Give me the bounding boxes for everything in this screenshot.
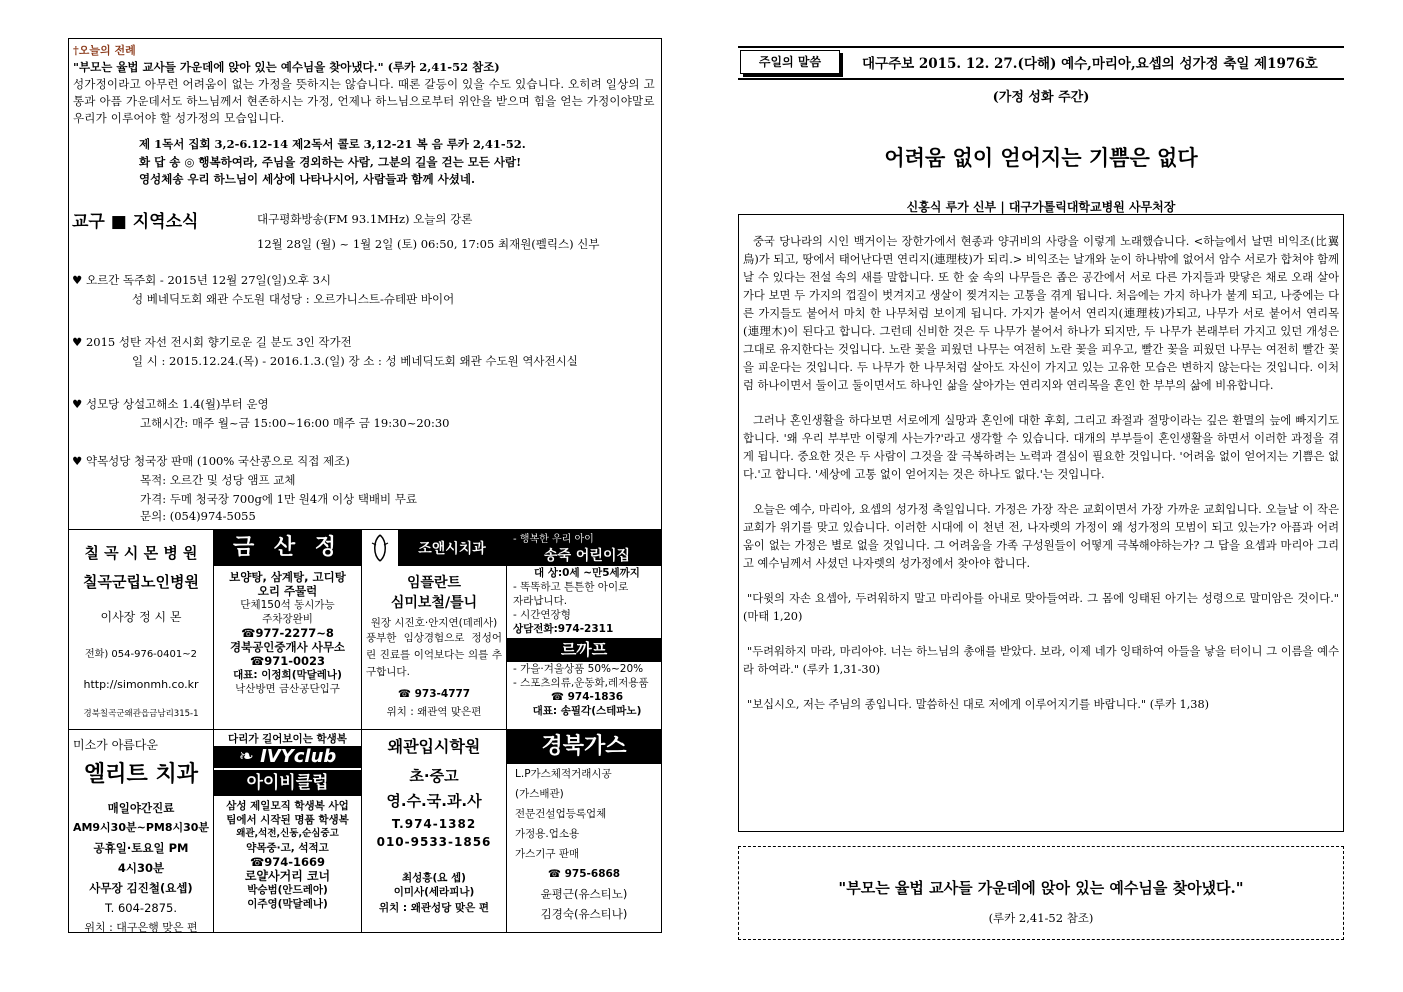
news-item-line: 고해시간: 매주 월~금 15:00~16:00 매주 금 19:30~20:30 [140,416,450,430]
ad-line: 약목중·고, 석적고 [246,842,329,854]
news-item-head: ♥ 약목성당 청국장 판매 (100% 국산콩으로 직접 제조) [72,454,350,468]
ad-waegwan-academy [362,730,507,933]
ad-line: - 시간연장형 [513,609,571,621]
ad-line: - 행복한 우리 아이 [513,534,594,545]
ad-line: 보양탕, 삼계탕, 고디탕 [229,570,346,584]
ad-line: 미소가 아름다운 [73,738,158,752]
ad-line: 김경숙(유스티나) [540,907,628,921]
ad-line: 초·중고 [409,767,459,785]
ad-phone: ☎ 974-1836 [550,691,624,703]
ad-line: 삼성 제일모직 학생복 사업 [226,800,349,812]
closing-quote-ref: (루카 2,41-52 참조) [988,911,1094,925]
ad-phone: ☎ 973-4777 [397,688,471,700]
ad-title: 경북가스 [507,730,661,764]
ad-header [362,530,506,566]
ad-line: 경북공인중개사 사무소 [229,640,346,654]
ad-line: 대 상:0세 ~만5세까지 [534,567,640,579]
ad-line: 윤평근(유스티노) [540,887,628,901]
ad-line: 이미사(세라피나) [393,886,475,898]
ad-simon-hospital [69,530,214,730]
ad-line: 심미보철/틀니 [390,595,478,611]
ad-line: 가정용.업소용 [515,828,580,840]
ad-phone: 010-9533-1856 [376,835,492,849]
reading-line: 영성체송 우리 하느님이 세상에 나타나시어, 사람들과 함께 사셨네. [139,172,475,186]
news-item-line: 문의: (054)974-5055 [140,509,256,523]
sermon-scripture: "보십시오, 저는 주님의 종입니다. 말씀하신 대로 저에게 이루어지기를 바랍니다." (루카 1,38) [747,698,1210,711]
ad-line: 사무장 김진철(요셉) [89,881,193,895]
todays-liturgy [69,39,661,192]
ad-phone: ☎977-2277~8 [241,626,334,640]
ad-phone: 전화) 054-976-0401~2 [85,649,197,660]
ad-phone: ☎971-0023 [249,654,326,668]
news-title: 교구 ■ 지역소식 [72,212,199,232]
sermon-paragraph: 그러나 혼인생활을 하다보면 서로에게 실망과 혼인에 대한 후회, 그리고 좌절과 절망이라는 깊은 환멸의 늪에 빠지기도 합니다. '왜 우리 부부만 이렇게 사는가?'라고 생각할 수 있습니다. 대개의 부부들이 혼인생활을 하면서 이러한 과정을 겪게 됩니다. 중요한 것은 두 사람이 그것을 잘 극복하려는 노력과 결심이 필요한 것입니다. '어려움 없이 얻어지는 기쁨은 없다.'고 합니다. '세상에 고통 없이 얻어지는 것은 하나도 없다.'는 것입니다. [743,414,1339,481]
sermon-scripture: "두려워하지 마라, 마리아야. 너는 하느님의 총애를 받았다. 보라, 이제 네가 잉태하여 아들을 낳을 터이니 그 이름을 예수라 하여라." (루카 1,31-30) [743,645,1339,676]
closing-quote: "부모는 율법 교사들 가운데에 앉아 있는 예수님을 찾아냈다." [838,879,1244,897]
radio-line: 대구평화방송(FM 93.1MHz) 오늘의 강론 [257,212,473,226]
ad-address: 위치 : 왜관성당 맞은 편 [378,902,490,914]
left-page [68,38,662,933]
ad-phone: ☎ 975-6868 [547,868,621,880]
ad-address: 낙산방면 금산공단입구 [235,683,340,695]
ad-line: (가스배관) [515,788,564,800]
ad-line: 전문건설업등록업체 [515,808,607,820]
ad-title: 르까프 [507,638,661,662]
ad-title: 아이비클럽 [214,770,361,796]
reading-line: 화 답 송 ◎ 행복하여라, 주님을 경외하는 사람, 그분의 길을 걷는 모든 사람! [139,154,522,169]
ad-line: 주차장완비 [262,613,313,625]
ad-address: 경북칠곡군왜관읍금남리315-1 [83,709,199,719]
dental-logo-icon [362,530,398,566]
ad-line: L.P가스체적거래시공 [515,768,612,780]
ad-header [507,530,661,566]
ad-title: 금 산 정 [214,530,361,566]
ad-line: AM9시30분~PM8시30분 [72,821,210,834]
ad-line: 이주영(막달레나) [247,898,328,910]
sermon-paragraph: 오늘은 예수, 마리아, 요셉의 성가정 축일입니다. 가정은 가장 작은 교회이면서 가장 가까운 교회입니다. 오늘날 이 작은 교회가 위기를 맞고 있습니다. 이러한 시대에 이 천년 전, 나자렛의 가정이 왜 성가정의 모범이 되고 있는가? 아픔과 어려움이 없는 가정은 별로 없을 것입니다. 그 어려움을 가족 구성원들이 어떻게 극복해야하는가? 그 답을 요셉과 마리아 그리고 예수님께서 사셨던 나자렛의 성가정에서 찾아야 합니다. [743,503,1339,570]
ad-website: http://simonmh.co.kr [83,678,199,691]
ad-line: 팀에서 시작된 명품 학생복 [226,814,349,826]
ad-joan-dental [362,530,507,730]
ad-line: 이사장 정 시 몬 [100,610,182,624]
ad-line: 4시30분 [117,861,165,875]
sunday-word-tag: 주일의 말씀 [740,50,840,74]
ad-desc: 풍부한 임상경험으로 정성어린 진료를 이억보다는 의를 추구합니다. [366,632,502,678]
liturgy-tag: †오늘의 전례 [73,44,136,57]
ad-title: 칠 곡 시 몬 병 원 [84,544,198,562]
ad-line: 임플란트 [406,575,462,591]
ad-elite-dental [69,730,214,933]
ad-line: - 가을·겨울상품 50%~20% [513,663,644,675]
ad-line: 자라납니다. [513,595,568,607]
ad-phone: 상담전화:974-2311 [513,623,614,635]
news-item [72,333,578,371]
gospel-reflection: 성가정이라고 아무런 어려움이 없는 가정을 뜻하지는 않습니다. 때론 갈등이 있을 수도 있습니다. 오히려 일상의 고통과 아픔 가운데서도 하느님께서 현존하시는 가정, 언제나 하느님으로부터 위안을 받으며 힘을 얻는 가정이야말로 우리가 이루어야 할 성가정의 모습입니다. [73,77,655,125]
news-item [72,395,449,433]
ad-line: - 스포츠의류,운동화,레저용품 [513,677,649,689]
ad-line: 최성흥(요 셉) [402,872,466,884]
news-item-head: ♥ 성모당 상설고해소 1.4(월)부터 운영 [72,397,269,411]
news-item-head: ♥ 오르간 독주회 - 2015년 12월 27일(일)오후 3시 [72,273,332,287]
sermon-scripture: "다윗의 자손 요셉아, 두려워하지 말고 마리아를 아내로 맞아들여라. 그 몸에 잉태된 아기는 성령으로 말미암은 것이다." (마태 1,20) [743,592,1339,623]
ad-line: - 똑똑하고 튼튼한 아이로 [513,581,629,593]
ad-line: 단체150석 동시가능 [240,599,335,611]
ad-phone: T. 604-2875. [105,901,177,915]
ad-geumsanjeong [214,530,362,730]
bulletin-subtitle: (가정 성화 주간) [992,90,1090,105]
closing-quote-box [738,846,1344,940]
ads-grid [69,529,661,932]
ad-line: 영.수.국.과.사 [386,792,482,810]
ad-title: 송죽 어린이집 [543,548,631,564]
bulletin-header [738,46,1344,80]
ad-line: 매일야간진료 [107,801,175,815]
news-item-line: 성 베네딕도회 왜관 수도원 대성당 : 오르가니스트-슈테판 바이어 [132,292,455,306]
sermon-paragraph: 중국 당나라의 시인 백거이는 장한가에서 현종과 양귀비의 사랑을 이렇게 노래했습니다. <하늘에서 날면 비익조(比翼鳥)가 되고, 땅에서 태어난다면 연리지(連理枝)가 되리.> 비익조는 날개와 눈이 하나밖에 없어서 암수 서로가 합쳐야 함께 날 수 있다는 전설 속의 새를 말합니다. 또 한 숲 속의 나무들은 좁은 공간에서 서로 다른 가지들과 맞닿은 채로 오래 살아가다 보면 두 가지의 껍질이 벗겨지고 생살이 찢겨지는 고통을 겪게 됩니다. 처음에는 가지 하나가 붙게 되고, 나중에는 다른 가지들도 붙어서 마치 한 나무처럼 보이게 됩니다. 가지가 붙어서 연리지(連理枝)가되고, 나무가 서로 붙어서 연리목(連理木)이 된다고 합니다. 그런데 신비한 것은 두 나무가 붙어서 하나가 되지만, 두 나무가 본래부터 가지고 있던 개성은 그대로 유지한다는 것입니다. 노란 꽃을 피웠던 나무는 여전히 노란 꽃을 피우고, 빨간 꽃을 피웠던 나무는 여전히 빨간 꽃을 피운다는 것입니다. 두 나무가 한 나무처럼 살아도 자신이 가지고 있는 고유한 모습은 변하지 않는다는 것입니다. 이처럼 하나이면서 둘이고 둘이면서도 하나인 삶을 살아가는 연리지와 연리목을 혼인 한 부부의 삶에 비유합니다. [743,235,1339,392]
gospel-quote: "부모는 율법 교사들 가운데에 앉아 있는 예수님을 찾아냈다." (루카 2,41-52 참조) [73,60,500,74]
ad-address: 로얄사거리 코너 [244,869,331,883]
ivyclub-logo [214,746,361,768]
ad-title: 엘리트 치과 [84,762,198,787]
ad-subtitle: 칠곡군립노인병원 [83,573,199,591]
ad-line: 다리가 길어보이는 학생복 [228,733,347,745]
ad-address: 위치 : 대구은행 맞은 편 [84,921,198,933]
ad-line: 대표: 이정희(막달레나) [233,669,342,681]
sermon-author: 신홍식 루가 신부 | 대구가톨릭대학교병원 사무처장 [906,200,1176,214]
ad-gyeongbuk-gas [507,730,661,933]
ad-phone: ☎974-1669 [249,855,326,869]
news-item-line: 목적: 오르간 및 성당 앰프 교체 [140,473,296,487]
news-item [72,452,417,524]
ad-songjuk-lecaf [507,530,661,730]
ad-title: 왜관입시학원 [387,737,481,756]
ad-line: 대표: 송필각(스테파노) [532,705,642,717]
leaf-icon: ❧ [238,746,254,767]
ad-line: 가스기구 판매 [515,848,580,860]
radio-line: 12월 28일 (월) ~ 1월 2일 (토) 06:50, 17:05 최재원(펠릭스) 신부 [257,237,600,251]
ad-line: 오리 주물럭 [257,584,318,598]
news-item-head: ♥ 2015 성탄 자선 전시회 향기로운 길 분도 3인 작가전 [72,335,352,349]
ad-brand: IVYclub [260,746,337,767]
reading-line: 제 1독서 집회 3,2-6.12-14 제2독서 콜로 3,12-21 복 음 루카 2,41-52. [139,137,526,151]
ad-phone: T.974-1382 [391,817,477,831]
readings-list [73,136,657,189]
news-item-line: 일 시 : 2015.12.24.(목) - 2016.1.3.(일) 장 소 : 성 베네딕도회 왜관 수도원 역사전시실 [132,354,578,368]
ad-line: 공휴일·토요일 PM [93,841,189,855]
ad-address: 위치 : 왜관역 맞은편 [386,706,482,718]
sermon-title: 어려움 없이 얻어지는 기쁨은 없다 [884,146,1198,170]
ad-line: 왜관,석전,신동,순심중고 [236,828,339,839]
sermon-body [738,214,1344,832]
ad-title: 조앤시치과 [418,541,486,557]
news-item [72,271,454,309]
ad-ivyclub [214,730,362,933]
bulletin-title: 대구주보 2015. 12. 27.(다해) 예수,마리아,요셉의 성가정 축일 제1976호 [862,56,1318,72]
ad-line: 박승범(안드레아) [247,884,328,896]
news-item-line: 가격: 두메 청국장 700g에 1만 원4개 이상 택배비 무료 [140,492,418,506]
ad-line: 원장 시진호·안지연(데레사) [370,617,498,629]
